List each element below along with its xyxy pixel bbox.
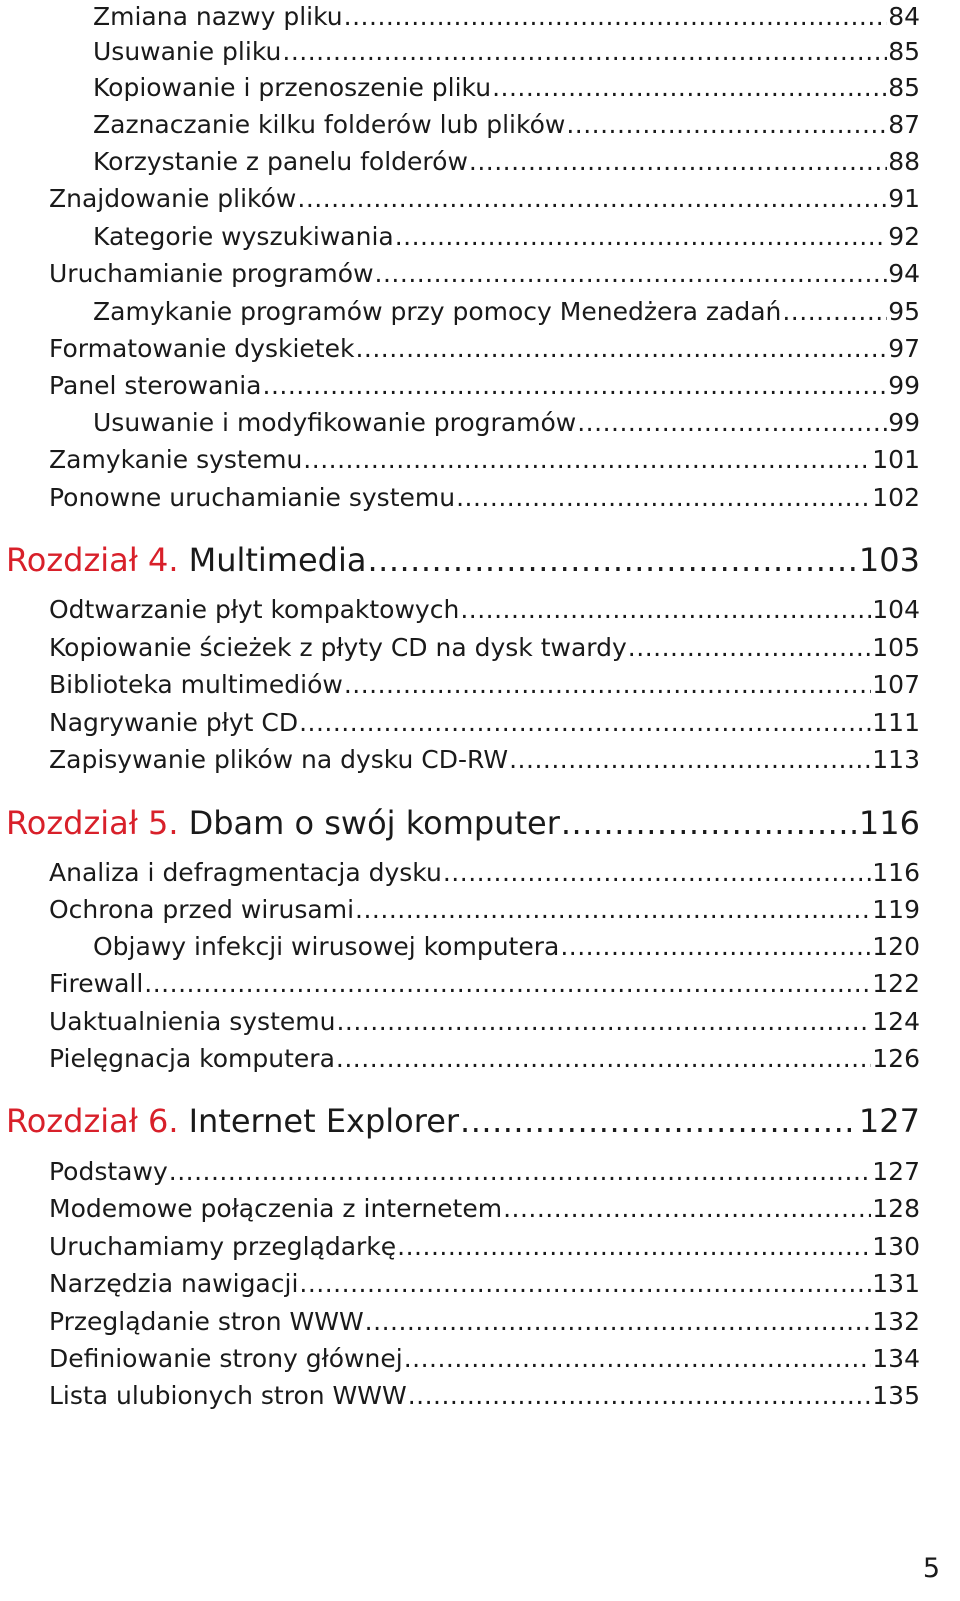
leader-dots (503, 1192, 871, 1226)
toc-entry-row (93, 295, 920, 329)
entry-page-number: 120 (872, 932, 920, 961)
toc-entry-row (49, 893, 920, 927)
chapter-label: Rozdział 6. (6, 1102, 179, 1140)
entry-title: Nagrywanie płyt CD (49, 708, 299, 737)
leader-dots (365, 1305, 872, 1339)
toc-entry-row (49, 443, 920, 477)
entry-page-number: 127 (858, 1102, 920, 1140)
chapter-title (6, 540, 366, 580)
leader-dots (456, 481, 871, 515)
entry-title: Usuwanie pliku (93, 37, 282, 66)
entry-title: Uaktualnienia systemu (49, 1007, 336, 1036)
entry-page-number: 130 (872, 1232, 920, 1261)
toc-entry-row (49, 332, 920, 366)
toc-entry-row (49, 1230, 920, 1264)
toc-entry-row (49, 1155, 920, 1189)
entry-title: Podstawy (49, 1157, 168, 1186)
leader-dots (303, 443, 871, 477)
leader-dots (408, 1379, 872, 1413)
entry-page-number: 105 (872, 633, 920, 662)
toc-entry-row (93, 35, 920, 69)
leader-dots (460, 1101, 858, 1141)
entry-page-number: 103 (858, 541, 920, 579)
entry-title: Uruchamiamy przeglądarkę (49, 1232, 397, 1261)
entry-page-number: 132 (872, 1307, 920, 1336)
toc-entry-row (49, 593, 920, 627)
entry-title: Pielęgnacja komputera (49, 1044, 335, 1073)
entry-page-number: 126 (872, 1044, 920, 1073)
entry-title: Ponowne uruchamianie systemu (49, 483, 456, 512)
entry-page-number: 111 (872, 708, 920, 737)
page-number: 5 (922, 1553, 940, 1584)
leader-dots (375, 257, 888, 291)
toc-entry-row (49, 706, 920, 740)
entry-page-number: 101 (872, 445, 920, 474)
leader-dots (336, 1042, 871, 1076)
entry-page-number: 102 (872, 483, 920, 512)
toc-entry-row (49, 1267, 920, 1301)
leader-dots (297, 182, 887, 216)
entry-page-number: 99 (888, 408, 920, 437)
leader-dots (443, 856, 871, 890)
chapter-name: Multimedia (188, 541, 367, 579)
toc-entry-row (49, 967, 920, 1001)
toc-entry-row (49, 1042, 920, 1076)
toc-entry-row (49, 856, 920, 890)
toc-entry-row (49, 1342, 920, 1376)
leader-dots (355, 332, 887, 366)
entry-title: Znajdowanie plików (49, 184, 297, 213)
leader-dots (782, 295, 887, 329)
chapter-title (6, 803, 560, 843)
toc-entry-row (93, 71, 920, 105)
entry-title: Biblioteka multimediów (49, 670, 343, 699)
toc-entry-row (49, 369, 920, 403)
leader-dots (397, 1230, 871, 1264)
entry-title: Uruchamianie programów (49, 259, 374, 288)
leader-dots (577, 406, 887, 440)
toc-chapter-row (6, 540, 920, 580)
entry-title: Objawy infekcji wirusowej komputera (93, 932, 560, 961)
entry-page-number: 113 (872, 745, 920, 774)
entry-page-number: 116 (858, 804, 920, 842)
toc-entry-row (93, 145, 920, 179)
entry-page-number: 107 (872, 670, 920, 699)
leader-dots (144, 967, 871, 1001)
toc-entry-row (49, 1005, 920, 1039)
entry-title: Korzystanie z panelu folderów (93, 147, 468, 176)
entry-page-number: 91 (888, 184, 920, 213)
leader-dots (628, 631, 871, 665)
entry-page-number: 85 (888, 37, 920, 66)
toc-entry-row (49, 668, 920, 702)
entry-page-number: 124 (872, 1007, 920, 1036)
entry-page-number: 87 (888, 110, 920, 139)
leader-dots (355, 893, 871, 927)
leader-dots (282, 35, 887, 69)
entry-title: Firewall (49, 969, 144, 998)
leader-dots (469, 145, 887, 179)
entry-page-number: 88 (888, 147, 920, 176)
leader-dots (299, 1267, 871, 1301)
entry-title: Przeglądanie stron WWW (49, 1307, 364, 1336)
leader-dots (509, 743, 871, 777)
toc-entry-row (93, 0, 920, 34)
entry-page-number: 97 (888, 334, 920, 363)
entry-page-number: 95 (888, 297, 920, 326)
toc-chapter-row (6, 1101, 920, 1141)
entry-title: Zamykanie systemu (49, 445, 303, 474)
entry-page-number: 99 (888, 371, 920, 400)
toc-entry-row (49, 257, 920, 291)
entry-title: Zamykanie programów przy pomocy Menedżera zadań (93, 297, 782, 326)
entry-page-number: 119 (872, 895, 920, 924)
entry-title: Analiza i defragmentacja dysku (49, 858, 442, 887)
toc-entry-row (93, 108, 920, 142)
entry-page-number: 116 (872, 858, 920, 887)
entry-page-number: 94 (888, 259, 920, 288)
toc-entry-row (93, 930, 920, 964)
entry-title: Kopiowanie ścieżek z płyty CD na dysk twardy (49, 633, 627, 662)
toc-entry-row (49, 182, 920, 216)
leader-dots (492, 71, 887, 105)
entry-title: Lista ulubionych stron WWW (49, 1381, 407, 1410)
entry-title: Modemowe połączenia z internetem (49, 1194, 503, 1223)
entry-title: Usuwanie i modyfikowanie programów (93, 408, 577, 437)
toc-entry-row (93, 220, 920, 254)
toc-entry-row (49, 631, 920, 665)
leader-dots (561, 803, 858, 843)
entry-title: Kategorie wyszukiwania (93, 222, 394, 251)
entry-page-number: 131 (872, 1269, 920, 1298)
entry-title: Panel sterowania (49, 371, 262, 400)
chapter-title (6, 1101, 459, 1141)
entry-title: Narzędzia nawigacji (49, 1269, 299, 1298)
leader-dots (395, 220, 887, 254)
entry-title: Zaznaczanie kilku folderów lub plików (93, 110, 566, 139)
leader-dots (404, 1342, 872, 1376)
toc-entry-row (49, 743, 920, 777)
chapter-label: Rozdział 5. (6, 804, 179, 842)
toc-entry-row (49, 1192, 920, 1226)
entry-page-number: 128 (872, 1194, 920, 1223)
leader-dots (367, 540, 857, 580)
toc-entry-row (93, 406, 920, 440)
leader-dots (560, 930, 871, 964)
entry-page-number: 122 (872, 969, 920, 998)
entry-title: Formatowanie dyskietek (49, 334, 355, 363)
leader-dots (344, 668, 871, 702)
toc-entry-row (49, 481, 920, 515)
toc-chapter-row (6, 803, 920, 843)
leader-dots (336, 1005, 871, 1039)
toc-entry-row (49, 1379, 920, 1413)
chapter-name: Dbam o swój komputer (188, 804, 560, 842)
entry-page-number: 92 (888, 222, 920, 251)
entry-title: Zapisywanie plików na dysku CD-RW (49, 745, 509, 774)
leader-dots (169, 1155, 872, 1189)
entry-title: Ochrona przed wirusami (49, 895, 355, 924)
entry-title: Kopiowanie i przenoszenie pliku (93, 73, 492, 102)
entry-page-number: 127 (872, 1157, 920, 1186)
entry-page-number: 85 (888, 73, 920, 102)
leader-dots (566, 108, 887, 142)
entry-title: Definiowanie strony głównej (49, 1344, 403, 1373)
toc-entry-row (49, 1305, 920, 1339)
entry-title: Odtwarzanie płyt kompaktowych (49, 595, 460, 624)
chapter-name: Internet Explorer (188, 1102, 460, 1140)
leader-dots (299, 706, 871, 740)
entry-title: Zmiana nazwy pliku (93, 2, 343, 31)
entry-page-number: 104 (872, 595, 920, 624)
entry-page-number: 135 (872, 1381, 920, 1410)
entry-page-number: 134 (872, 1344, 920, 1373)
leader-dots (460, 593, 871, 627)
leader-dots (263, 369, 888, 403)
leader-dots (344, 0, 888, 34)
entry-page-number: 84 (888, 2, 920, 31)
chapter-label: Rozdział 4. (6, 541, 179, 579)
